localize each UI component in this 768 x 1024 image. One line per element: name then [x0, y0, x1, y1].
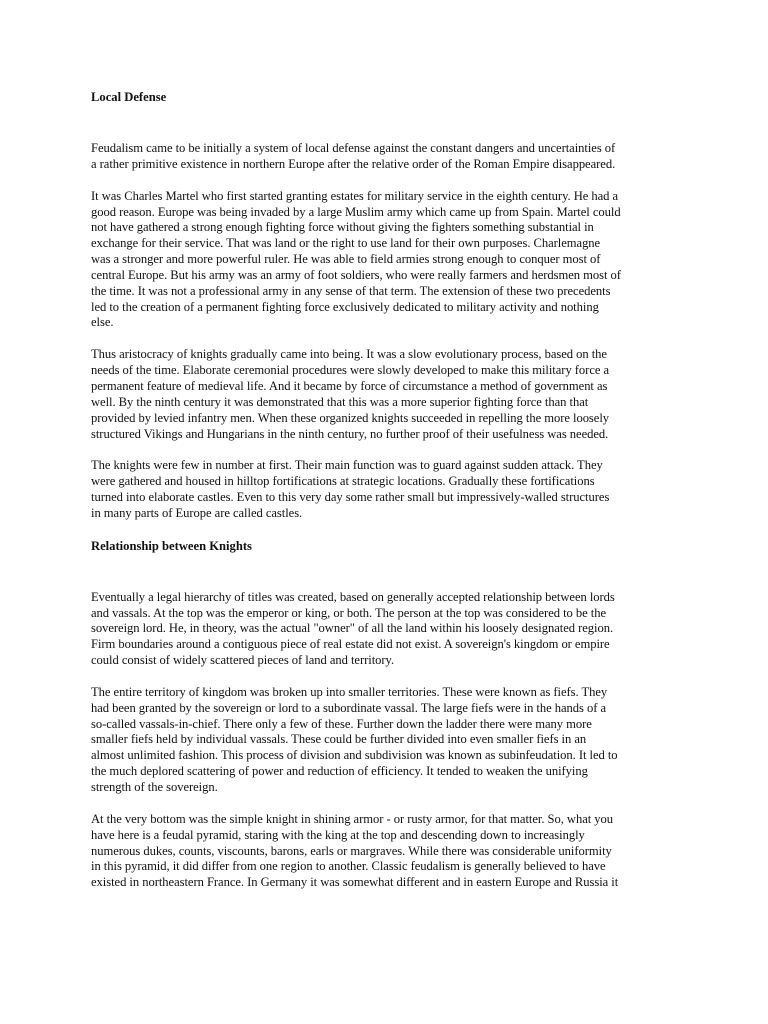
text-line: Feudalism came to be initially a system of local defense against the constant dangers and uncertainties of [91, 141, 616, 155]
text-line: It was Charles Martel who first started granting estates for military service in the eighth century. He had a [91, 188, 619, 203]
text-line: good reason. Europe was being invaded by a large Muslim army which came up from Spain. Martel could [91, 204, 621, 219]
text-line: numerous dukes, counts, viscounts, barons, earls or margraves. While there was considerable uniformity [91, 843, 612, 858]
text-line: and vassals. At the top was the emperor or king, or both. The person at the top was considered to be the [91, 605, 606, 620]
document-page [91, 89, 683, 907]
text-line: the much deplored scattering of power and reduction of efficiency. It tended to weaken the unifying [91, 764, 588, 779]
paragraph [91, 812, 683, 891]
text-line: provided by levied infantry men. When these organized knights succeeded in repelling the more loosely [91, 410, 610, 425]
text-line: Thus aristocracy of knights gradually came into being. It was a slow evolutionary process, based on the [91, 347, 607, 362]
section-heading-relationship-between-knights: Relationship between Knights [91, 538, 252, 553]
text-line: The entire territory of kingdom was broken up into smaller territories. These were known as fiefs. They [91, 684, 608, 699]
section-heading-local-defense: Local Defense [91, 90, 167, 104]
text-line: strength of the sovereign. [91, 780, 218, 794]
text-line: Firm boundaries around a contiguous piece of real estate did not exist. A sovereign's kingdom or empire [91, 637, 610, 652]
text-line: not have gathered a strong enough fighting force without giving the fighters something substantial in [91, 220, 594, 235]
text-line: in this pyramid, it did differ from one region to another. Classic feudalism is generally believed to have [91, 859, 606, 874]
paragraph [91, 141, 683, 173]
paragraph [91, 189, 683, 332]
text-line: the time. It was not a professional army in any sense of that term. The extension of these two precedents [91, 283, 611, 298]
text-line: were gathered and housed in hilltop fortifications at strategic locations. Gradually these fortifications [91, 474, 595, 489]
text-line: could consist of widely scattered pieces of land and territory. [91, 653, 395, 668]
text-line: led to the creation of a permanent fighting force exclusively dedicated to military activity and nothing [91, 299, 599, 314]
text-line: have here is a feudal pyramid, staring with the king at the top and descending down to increasingly [91, 827, 585, 842]
text-line: At the very bottom was the simple knight in shining armor - or rusty armor, for that matter. So, what you [91, 811, 614, 826]
text-line: well. By the ninth century it was demonstrated that this was a more superior fighting force than that [91, 394, 589, 409]
text-line: so-called vassals-in-chief. There only a few of these. Further down the ladder there were many more [91, 716, 592, 731]
text-line: else. [91, 315, 114, 330]
text-line: needs of the time. Elaborate ceremonial procedures were slowly developed to make this military force a [91, 363, 610, 378]
text-line: was a stronger and more powerful ruler. He was able to field armies strong enough to conquer most of [91, 252, 601, 267]
text-line: almost unlimited fashion. This process of division and subdivision was known as subinfeudation. It led to [91, 748, 618, 763]
paragraph [91, 458, 683, 521]
text-line: existed in northeastern France. In Germany it was somewhat different and in eastern Europe and Russia it [91, 875, 619, 890]
text-line: turned into elaborate castles. Even to this very day some rather small but impressively-walled structures [91, 490, 610, 505]
paragraph [91, 685, 683, 796]
text-line: The knights were few in number at first. Their main function was to guard against sudden attack. They [91, 458, 603, 473]
text-line: permanent feature of medieval life. And it became by force of circumstance a method of government as [91, 378, 608, 393]
paragraph [91, 347, 683, 442]
text-line: structured Vikings and Hungarians in the ninth century, no further proof of their usefulness was needed. [91, 426, 609, 441]
paragraph [91, 590, 683, 669]
text-line: had been granted by the sovereign or lord to a subordinate vassal. The large fiefs were in the hands of a [91, 700, 607, 715]
text-line: sovereign lord. He, in theory, was the actual "owner" of all the land within his loosely designated region. [91, 621, 614, 636]
text-line: a rather primitive existence in northern Europe after the relative order of the Roman Empire disappeared. [91, 156, 616, 171]
text-line: in many parts of Europe are called castles. [91, 505, 303, 520]
text-line: exchange for their service. That was land or the right to use land for their own purposes. Charlemagne [91, 236, 601, 251]
text-line: central Europe. But his army was an army of foot soldiers, who were really farmers and herdsmen most of [91, 267, 621, 282]
text-line: Eventually a legal hierarchy of titles was created, based on generally accepted relationship between lords [91, 589, 615, 604]
text-line: smaller fiefs held by individual vassals. These could be further divided into even smaller fiefs in an [91, 732, 587, 747]
